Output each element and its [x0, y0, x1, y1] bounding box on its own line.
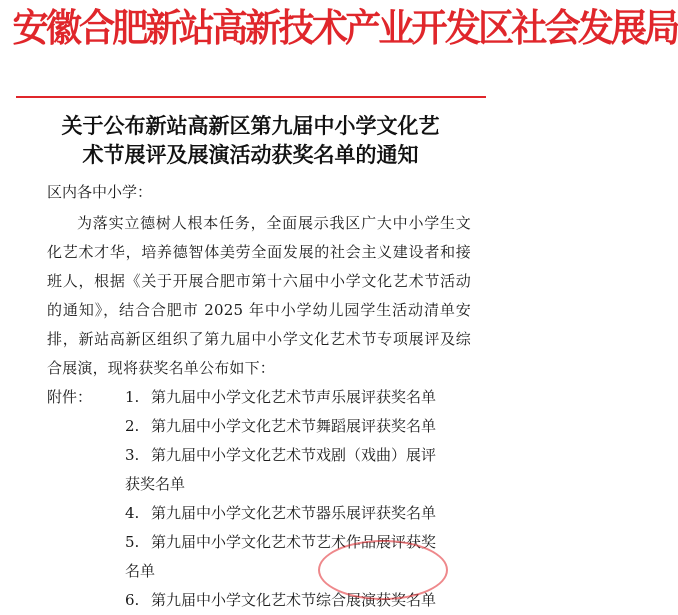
attachment-title-line: 第九届中小学文化艺术节艺术作品展评获奖 [151, 533, 437, 551]
attachment-title: 第九届中小学文化艺术节声乐展评获奖名单 [151, 388, 437, 406]
attachment-number: 5. [125, 533, 140, 551]
title-line-1: 关于公布新站高新区第九届中小学文化艺 [61, 113, 440, 138]
attachment-title: 第九届中小学文化艺术节舞蹈展评获奖名单 [151, 417, 437, 435]
title-line-2: 术节展评及展演活动获奖名单的通知 [82, 142, 419, 167]
attachment-title-line: 第九届中小学文化艺术节戏剧（戏曲）展评 [151, 446, 437, 464]
attachment-item [125, 441, 471, 499]
letterhead-divider [16, 96, 486, 98]
attachment-number: 1. [125, 388, 140, 406]
attachment-item [125, 383, 471, 412]
attachment-title [125, 441, 471, 499]
attachment-number: 2. [125, 417, 140, 435]
salutation: 区内各中小学： [47, 183, 153, 201]
document-title [0, 111, 501, 169]
attachment-item [125, 499, 471, 528]
attachment-number: 6. [125, 591, 140, 609]
attachment-title-continuation: 获奖名单 [125, 475, 186, 493]
attachment-number: 4. [125, 504, 140, 522]
official-seal-stamp [318, 540, 448, 600]
attachment-title-continuation: 名单 [125, 562, 156, 580]
body-paragraph: 为落实立德树人根本任务，全面展示我区广大中小学生文化艺术才华，培养德智体美劳全面发展的社会主义建设者和接班人，根据《关于开展合肥市第十六届中小学文化艺术节活动的通知》，结合合肥市 2025 年中小学幼儿园学生活动清单安排，新站高新区组织了第九届中小学文化艺术节专项展评及综合展演，现将获奖名单公布如下： [47, 214, 471, 377]
attachment-title: 第九届中小学文化艺术节综合展演获奖名单 [151, 591, 437, 609]
letterhead-org-name: 安徽合肥新站高新技术产业开发区社会发展局 [12, 6, 678, 50]
attachment-title: 第九届中小学文化艺术节器乐展评获奖名单 [151, 504, 437, 522]
attachment-item [125, 412, 471, 441]
attachment-number: 3. [125, 446, 140, 464]
attachments-label: 附件： [47, 388, 93, 406]
